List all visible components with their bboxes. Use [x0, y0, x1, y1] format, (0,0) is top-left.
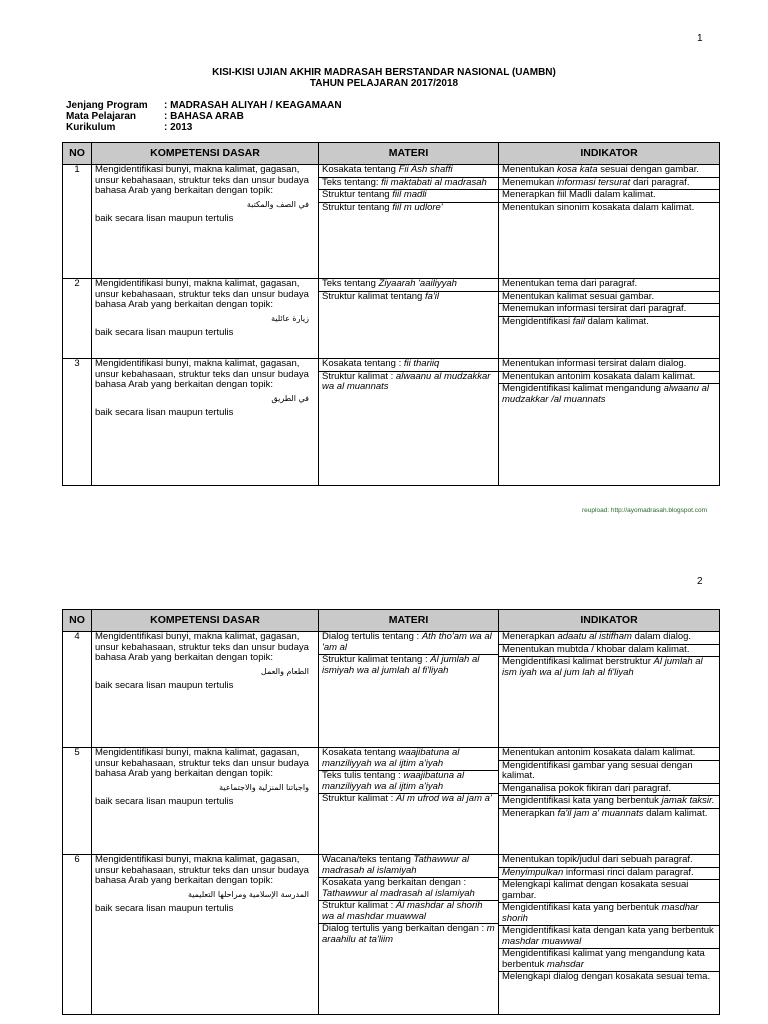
indikator-item: [499, 384, 719, 406]
materi-item: [319, 924, 498, 946]
indikator-text: Menentukan topik/judul dari sebuah paragraf.: [502, 854, 693, 865]
indikator-italic: informasi tersurat: [556, 176, 631, 188]
indikator-text: Menemukan informasi tersirat dari paragraf.: [502, 303, 687, 314]
indikator-text-end: sesuai dengan gambar.: [597, 164, 700, 175]
indikator-text: Menentukan antonim kosakata dalam kalimat.: [502, 370, 696, 382]
materi-italic: fii maktabati al madrasah: [381, 176, 487, 188]
kd-topic-arabic: في الطريق: [271, 393, 309, 403]
indikator-text: Menentukan mubtda / khobar dalam kalimat.: [502, 643, 690, 655]
materi-item: [319, 901, 498, 924]
meta-kurikulum: Kurikulum : 2013: [66, 122, 193, 133]
kd-suffix: baik secara lisan maupun tertulis: [95, 680, 234, 691]
materi-cell: [319, 855, 499, 1015]
indikator-text: Menentukan informasi tersirat dalam dialog.: [502, 358, 687, 369]
indikator-text: Melengkapi kalimat dengan kosakata sesuai gambar.: [502, 879, 689, 901]
doc-title: KISI-KISI UJIAN AKHIR MADRASAH BERSTANDAR NASIONAL (UAMBN): [212, 67, 556, 78]
indikator-item: [499, 317, 719, 329]
indikator-cell: [499, 279, 720, 359]
materi-text: Wacana/teks tentang: [322, 854, 414, 865]
doc-subtitle: TAHUN PELAJARAN 2017/2018: [309, 78, 459, 89]
indikator-text-end: dalam kalimat.: [643, 807, 708, 819]
header-kd: KOMPETENSI DASAR: [92, 610, 319, 632]
indikator-item: [499, 926, 719, 949]
kd-topic-arabic: في الصف والمكتبة: [246, 199, 309, 209]
header-indikator: INDIKATOR: [499, 610, 720, 632]
kd-topic-arabic: المدرسة الإسلامية ومراحلها التعليمية: [187, 889, 309, 899]
indikator-italic: jamak taksir.: [661, 795, 715, 806]
kd-suffix: baik secara lisan maupun tertulis: [95, 796, 234, 807]
materi-italic: Ziyaarah 'aailiyyah: [378, 278, 457, 289]
materi-italic: waajibatuna al manziliyyah wa al ijtim a'iyah: [322, 747, 460, 769]
kd-suffix: baik secara lisan maupun tertulis: [95, 213, 234, 224]
materi-italic: Tathawwur al madrasah al islamiyah: [322, 887, 475, 899]
kd-suffix: baik secara lisan maupun tertulis: [95, 903, 234, 914]
materi-text: Teks tentang:: [322, 176, 382, 188]
indikator-cell: [499, 632, 720, 748]
kd-text: Mengidentifikasi bunyi, makna kalimat, gagasan, unsur kebahasaan, struktur teks dan unsur budaya bahasa Arab yang berkaitan dengan topik:: [95, 854, 309, 886]
page-number-1: 1: [697, 33, 703, 44]
materi-cell: [319, 165, 499, 279]
table-row: [63, 632, 720, 748]
kd-topic-arabic: واجباتنا المنزلية والاجتماعية: [219, 782, 309, 792]
indikator-text: Mengidentifikasi kalimat berstruktur: [502, 656, 654, 667]
indikator-item: [499, 880, 719, 903]
indikator-italic: mashdar muawwal: [502, 935, 582, 947]
indikator-italic: Al jumlah al ism iyah wa al jum lah al fi'liyah: [502, 656, 703, 678]
materi-text: Kosakata tentang :: [322, 358, 404, 369]
indikator-item: [499, 809, 719, 821]
materi-text: Kosakata yang berkaitan dengan :: [322, 877, 467, 888]
materi-italic: fiil m udlore': [392, 201, 443, 213]
row-number: 5: [63, 748, 92, 855]
indikator-text: Mengidentifikasi kata yang berbentuk: [502, 795, 662, 806]
indikator-cell: [499, 748, 720, 855]
indikator-text: Mengidentifikasi kalimat yang mengandung kata berbentuk: [502, 948, 705, 970]
indikator-italic: alwaanu al mudzakkar /al muannats: [502, 383, 710, 405]
kd-text: Mengidentifikasi bunyi, makna kalimat, gagasan, unsur kebahasaan, struktur teks dan unsur budaya bahasa Arab yang berkaitan dengan topik:: [95, 631, 309, 663]
indikator-italic: fa'il jam a' muannats: [557, 807, 644, 819]
materi-item: [319, 292, 498, 304]
kompetensi-dasar-cell: [92, 632, 319, 748]
header-materi: MATERI: [319, 143, 499, 165]
indikator-italic: kosa kata: [556, 164, 598, 175]
materi-text: Dialog tertulis tentang :: [322, 631, 422, 642]
table-row: [63, 165, 720, 279]
row-number: 2: [63, 279, 92, 359]
materi-italic: Tathawwur al madrasah al islamiyah: [322, 854, 470, 876]
materi-italic: Ath tho'am wa al 'am al: [322, 631, 492, 653]
page-number-2: 2: [697, 576, 703, 587]
materi-italic: Fii Ash shaffi: [398, 164, 453, 175]
indikator-text: Menentukan kalimat sesuai gambar.: [502, 290, 655, 302]
materi-italic: Al m ufrod wa al jam a': [395, 793, 492, 804]
indikator-item: [499, 972, 719, 984]
materi-text: Dialog tertulis yang berkaitan dengan :: [322, 923, 487, 934]
indikator-italic: mahsdar: [546, 958, 584, 970]
meta-jenjang: Jenjang Program : MADRASAH ALIYAH / KEAGAMAAN: [66, 100, 342, 111]
table-row: [63, 748, 720, 855]
kd-text: Mengidentifikasi bunyi, makna kalimat, gagasan, unsur kebahasaan, struktur teks dan unsur budaya bahasa Arab yang berkaitan dengan topik:: [95, 278, 309, 310]
materi-text: Struktur kalimat :: [322, 370, 396, 382]
materi-text: Struktur tentang: [322, 189, 393, 200]
materi-item: [319, 655, 498, 677]
indikator-item: [499, 657, 719, 679]
header-indikator: INDIKATOR: [499, 143, 720, 165]
kompetensi-dasar-cell: [92, 855, 319, 1015]
materi-item: [319, 878, 498, 901]
materi-cell: [319, 279, 499, 359]
materi-italic: fii thariiq: [403, 358, 440, 369]
materi-text: Struktur kalimat tentang: [322, 290, 425, 302]
materi-item: [319, 794, 498, 806]
indikator-text: Mengidentifikasi gambar yang sesuai dengan kalimat.: [502, 759, 693, 781]
materi-text: Teks tulis tentang :: [322, 770, 404, 781]
materi-italic: fiil madli: [392, 189, 427, 200]
table-row: [63, 279, 720, 359]
header-materi: MATERI: [319, 610, 499, 632]
indikator-text: Menerapkan fiil Madli dalam kalimat.: [502, 189, 656, 200]
row-number: 1: [63, 165, 92, 279]
materi-italic: waajibatuna al manziliyyah wa al ijtim a'iyah: [322, 770, 465, 792]
meta-mapel: Mata Pelajaran : BAHASA ARAB: [66, 111, 244, 122]
indikator-text: Menemukan: [502, 176, 557, 188]
kd-suffix: baik secara lisan maupun tertulis: [95, 407, 234, 418]
indikator-text: Mengidentifikasi: [502, 315, 573, 327]
materi-text: Struktur kalimat :: [322, 900, 396, 911]
materi-italic: Al mashdar al shorih wa al mashdar muawwal: [322, 900, 483, 922]
indikator-text: Menentukan sinonim kosakata dalam kalimat.: [502, 201, 695, 213]
indikator-text: Mengidentifikasi kata yang berbentuk: [502, 902, 662, 913]
indikator-italic: fail: [572, 315, 585, 327]
indikator-text-end: informasi rinci dalam paragraf.: [563, 866, 694, 878]
kompetensi-dasar-cell: [92, 748, 319, 855]
header-no: NO: [63, 143, 92, 165]
kisi-table-page1: [62, 142, 720, 486]
header-no: NO: [63, 610, 92, 632]
kd-topic-arabic: الطعام والعمل: [260, 666, 309, 676]
indikator-text-end: dari paragraf.: [630, 176, 690, 188]
indikator-item: [499, 203, 719, 215]
materi-item: [319, 203, 498, 215]
kd-suffix: baik secara lisan maupun tertulis: [95, 327, 234, 338]
indikator-item: [499, 903, 719, 926]
materi-italic: alwaanu al mudzakkar wa al muannats: [322, 370, 491, 392]
materi-cell: [319, 632, 499, 748]
indikator-italic: masdhar shorih: [502, 902, 699, 924]
indikator-item: [499, 761, 719, 784]
indikator-italic: Menyimpulkan: [502, 866, 564, 878]
row-number: 6: [63, 855, 92, 1015]
indikator-italic: adaatu al istifham: [557, 631, 632, 642]
indikator-text: Menganalisa pokok fikiran dari paragraf.: [502, 782, 671, 794]
materi-text: Struktur kalimat tentang :: [322, 654, 431, 665]
row-number: 4: [63, 632, 92, 748]
materi-italic: fa'il: [424, 290, 439, 302]
kd-text: Mengidentifikasi bunyi, makna kalimat, gagasan, unsur kebahasaan, struktur teks dan unsur budaya bahasa Arab yang berkaitan dengan topik:: [95, 164, 309, 196]
indikator-cell: [499, 165, 720, 279]
materi-text: Kosakata tentang: [322, 164, 399, 175]
materi-item: [319, 855, 498, 878]
indikator-text-end: dalam kalimat.: [584, 315, 649, 327]
row-number: 3: [63, 359, 92, 486]
materi-text: Teks tentang: [322, 278, 379, 289]
indikator-cell: [499, 855, 720, 1015]
materi-cell: [319, 359, 499, 486]
indikator-text: Mengidentifikasi kalimat mengandung: [502, 383, 664, 394]
kd-text: Mengidentifikasi bunyi, makna kalimat, gagasan, unsur kebahasaan, struktur teks dan unsur budaya bahasa Arab yang berkaitan dengan topik:: [95, 358, 309, 390]
materi-italic: m araahilu at ta'liim: [322, 923, 495, 945]
indikator-cell: [499, 359, 720, 486]
materi-item: [319, 748, 498, 771]
indikator-text: Menerapkan: [502, 807, 558, 819]
reupload-note: reupload: http://ayomadrasah.blogspot.com: [582, 507, 708, 514]
indikator-text: Menerapkan: [502, 631, 558, 642]
indikator-text: Menentukan: [502, 164, 557, 175]
materi-item: [319, 632, 498, 655]
kd-text: Mengidentifikasi bunyi, makna kalimat, gagasan, unsur kebahasaan, struktur teks dan unsur budaya bahasa Arab yang berkaitan dengan topik:: [95, 747, 309, 779]
materi-text: Kosakata tentang: [322, 747, 399, 758]
indikator-text: Mengidentifikasi kata dengan kata yang berbentuk: [502, 925, 714, 936]
materi-item: [319, 372, 498, 394]
materi-item: [319, 771, 498, 794]
table-row: [63, 359, 720, 486]
kisi-table-page2: [62, 609, 720, 1015]
kompetensi-dasar-cell: [92, 359, 319, 486]
kd-topic-arabic: زيارة عائلية: [271, 313, 309, 323]
indikator-text: Melengkapi dialog dengan kosakata sesuai tema.: [502, 971, 711, 982]
materi-cell: [319, 748, 499, 855]
materi-italic: Al jumlah al ismiyah wa al jumlah al fi'liyah: [322, 654, 480, 676]
kompetensi-dasar-cell: [92, 165, 319, 279]
indikator-text: Menentukan antonim kosakata dalam kalimat.: [502, 747, 696, 758]
materi-text: Struktur kalimat :: [322, 793, 396, 804]
kompetensi-dasar-cell: [92, 279, 319, 359]
materi-text: Struktur tentang: [322, 201, 393, 213]
indikator-text-end: dalam dialog.: [631, 631, 692, 642]
indikator-text: Menentukan tema dari paragraf.: [502, 278, 638, 289]
indikator-item: [499, 949, 719, 972]
table-row: [63, 855, 720, 1015]
header-kd: KOMPETENSI DASAR: [92, 143, 319, 165]
